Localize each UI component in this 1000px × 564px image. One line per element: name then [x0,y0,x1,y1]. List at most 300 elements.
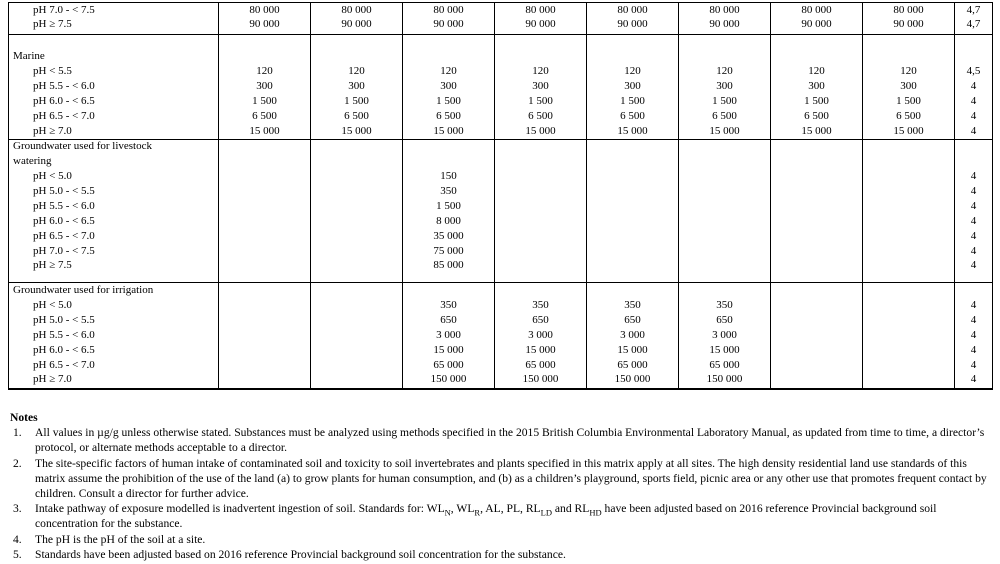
subscript: HD [589,507,602,518]
row-label: pH ≥ 7.0 [33,124,72,137]
value-cell: 650 [587,313,679,328]
value-cell [679,34,771,49]
value-cell [495,49,587,64]
value-cell: 15 000 [403,124,495,139]
value-cell [495,34,587,49]
value-cell [679,199,771,214]
value-cell [679,184,771,199]
value-cell [679,259,771,283]
value-cell [771,244,863,259]
subscript: LD [540,507,552,518]
value-cell [495,199,587,214]
value-cell: 65 000 [495,358,587,373]
note-text [35,532,994,547]
note-text [35,425,994,455]
table-row [9,124,993,139]
row-label: pH 6.5 - < 7.0 [33,358,95,371]
value-cell [311,328,403,343]
value-cell [863,139,955,154]
value-cell: 90 000 [679,18,771,35]
value-cell [403,49,495,64]
value-cell [219,139,311,154]
footnote-cell [955,283,993,298]
note-number: 5. [13,547,22,561]
value-cell: 90 000 [495,18,587,35]
row-label: pH 5.5 - < 6.0 [33,200,95,212]
row-label: pH < 5.5 [33,65,72,77]
value-cell [219,298,311,313]
value-cell [863,343,955,358]
value-cell [771,298,863,313]
footnote-cell: 4 [955,244,993,259]
value-cell: 15 000 [771,124,863,139]
value-cell [219,49,311,64]
value-cell [495,283,587,298]
value-cell [311,283,403,298]
table-row [9,328,993,343]
value-cell: 6 500 [863,109,955,124]
value-cell [219,259,311,283]
value-cell: 15 000 [403,343,495,358]
table-row [9,358,993,373]
value-cell: 1 500 [679,94,771,109]
value-cell [311,313,403,328]
value-cell: 80 000 [311,3,403,18]
value-cell [403,34,495,49]
value-cell [771,313,863,328]
value-cell [587,34,679,49]
value-cell: 75 000 [403,244,495,259]
value-cell [771,259,863,283]
table-row [9,373,993,389]
value-cell: 300 [495,79,587,94]
value-cell [679,214,771,229]
footnote-cell: 4 [955,358,993,373]
row-label: pH 5.0 - < 5.5 [33,313,95,326]
value-cell [587,199,679,214]
table-row [9,343,993,358]
note-segment: All values in µg/g unless otherwise stated. Substances must be analyzed using methods specified in the 2015 British Columbia Environmental Laboratory Manual, as updated from time to time, a director’s protocol, or alternate methods acceptable to a director. [35,426,985,455]
footnote-cell [955,154,993,169]
value-cell: 350 [403,298,495,313]
value-cell [863,229,955,244]
row-label: pH < 5.0 [33,298,72,311]
value-cell [771,49,863,64]
value-cell: 6 500 [495,109,587,124]
row-label [9,34,219,49]
value-cell: 90 000 [771,18,863,35]
value-cell: 1 500 [403,199,495,214]
value-cell: 120 [403,64,495,79]
value-cell: 150 000 [587,373,679,389]
value-cell [219,283,311,298]
value-cell [863,358,955,373]
table-row [9,313,993,328]
value-cell [403,283,495,298]
value-cell [219,214,311,229]
value-cell: 350 [679,298,771,313]
value-cell [863,214,955,229]
value-cell [219,343,311,358]
note-segment: The pH is the pH of the soil at a site. [35,532,206,546]
note-segment: The site-specific factors of human intake of contaminated soil and toxicity to soil invertebrates and plants specified in this matrix apply at all sites. The high density residential land use standards of this matrix assume the prohibition of the use of the land (a) to grow plants for human consumption, and (b) as a children’s playground, sports field, picnic area or any other use that promotes frequent contact by children. Consult a director for further advice. [35,456,987,501]
value-cell [219,199,311,214]
value-cell [863,313,955,328]
value-cell: 1 500 [771,94,863,109]
subscript: N [444,507,451,518]
footnote-cell: 4 [955,214,993,229]
row-label: pH ≥ 7.5 [33,259,72,271]
value-cell: 8 000 [403,214,495,229]
value-cell: 6 500 [403,109,495,124]
value-cell: 15 000 [495,343,587,358]
notes-list [10,425,994,562]
value-cell: 120 [587,64,679,79]
value-cell: 150 000 [403,373,495,389]
value-cell [311,49,403,64]
footnote-cell: 4 [955,313,993,328]
row-label: pH 5.5 - < 6.0 [33,328,95,341]
value-cell [771,328,863,343]
value-cell: 350 [403,184,495,199]
value-cell [495,184,587,199]
value-cell [311,214,403,229]
value-cell: 90 000 [403,18,495,35]
value-cell [219,154,311,169]
row-label: pH 6.0 - < 6.5 [33,343,95,356]
value-cell: 350 [495,298,587,313]
value-cell [219,358,311,373]
value-cell: 150 000 [495,373,587,389]
table-row [9,259,993,283]
row-label: pH 6.0 - < 6.5 [33,215,95,227]
value-cell: 150 000 [679,373,771,389]
footnote-cell [955,139,993,154]
value-cell [495,154,587,169]
value-cell: 3 000 [587,328,679,343]
value-cell: 80 000 [863,3,955,18]
footnote-cell: 4 [955,79,993,94]
note-text [35,501,994,531]
value-cell [311,184,403,199]
section-groundwater-livestock-watering [9,139,993,283]
subscript: R [474,507,481,518]
value-cell [587,139,679,154]
value-cell: 6 500 [587,109,679,124]
value-cell [863,34,955,49]
value-cell: 120 [863,64,955,79]
row-label: Marine [13,50,45,62]
value-cell: 15 000 [587,124,679,139]
note-item [10,532,994,547]
value-cell [219,34,311,49]
value-cell [311,298,403,313]
note-number: 3. [13,502,22,516]
note-item [10,501,994,531]
table-row [9,199,993,214]
table-row [9,244,993,259]
value-cell: 6 500 [219,109,311,124]
value-cell [771,283,863,298]
value-cell [771,34,863,49]
table-row [9,184,993,199]
value-cell [311,34,403,49]
table-row [9,214,993,229]
value-cell: 90 000 [587,18,679,35]
value-cell [771,184,863,199]
value-cell [219,169,311,184]
row-label: watering [13,155,52,167]
value-cell [679,229,771,244]
value-cell: 80 000 [771,3,863,18]
value-cell [311,244,403,259]
value-cell [219,373,311,389]
footnote-cell: 4 [955,343,993,358]
value-cell [863,169,955,184]
footnote-cell: 4 [955,373,993,389]
value-cell [219,184,311,199]
row-label: pH 7.0 - < 7.5 [33,3,95,16]
note-number: 4. [13,532,22,546]
value-cell [311,229,403,244]
value-cell: 3 000 [495,328,587,343]
value-cell: 300 [219,79,311,94]
table-row [9,154,993,169]
value-cell: 120 [495,64,587,79]
footnote-cell: 4 [955,169,993,184]
value-cell [771,358,863,373]
value-cell [495,214,587,229]
value-cell: 80 000 [495,3,587,18]
value-cell [679,283,771,298]
note-segment: Intake pathway of exposure modelled is inadvertent ingestion of soil. Standards for: WL [35,502,445,516]
note-number: 1. [13,426,22,440]
footnote-cell: 4 [955,298,993,313]
value-cell: 35 000 [403,229,495,244]
value-cell [311,259,403,283]
value-cell [863,154,955,169]
table-row [9,18,993,35]
value-cell [219,229,311,244]
value-cell [587,184,679,199]
value-cell [679,169,771,184]
value-cell: 6 500 [679,109,771,124]
footnote-cell: 4,7 [955,18,993,35]
value-cell: 90 000 [863,18,955,35]
table-row [9,64,993,79]
value-cell [771,343,863,358]
footnote-cell: 4 [955,94,993,109]
value-cell [495,259,587,283]
value-cell: 3 000 [679,328,771,343]
value-cell: 120 [679,64,771,79]
value-cell: 650 [495,313,587,328]
value-cell: 350 [587,298,679,313]
value-cell [311,343,403,358]
value-cell: 15 000 [863,124,955,139]
table-row [9,49,993,64]
row-label: Groundwater used for irrigation [13,283,154,296]
value-cell [219,328,311,343]
value-cell [219,244,311,259]
value-cell [679,244,771,259]
section-groundwater-irrigation [9,283,993,389]
value-cell [863,373,955,389]
value-cell: 80 000 [403,3,495,18]
value-cell: 1 500 [863,94,955,109]
value-cell [587,169,679,184]
value-cell [587,154,679,169]
row-label: pH 5.5 - < 6.0 [33,80,95,92]
value-cell: 1 500 [219,94,311,109]
value-cell: 120 [771,64,863,79]
note-item [10,456,994,502]
table-row [9,298,993,313]
footnote-cell [955,49,993,64]
value-cell: 85 000 [403,259,495,283]
value-cell: 1 500 [587,94,679,109]
notes-section [10,410,994,562]
value-cell [771,139,863,154]
value-cell [587,229,679,244]
value-cell [587,283,679,298]
value-cell: 300 [679,79,771,94]
row-label: pH 6.5 - < 7.0 [33,230,95,242]
value-cell: 1 500 [311,94,403,109]
value-cell [771,199,863,214]
note-segment: , AL, PL, RL [480,502,541,516]
value-cell: 6 500 [311,109,403,124]
value-cell: 120 [219,64,311,79]
value-cell [311,373,403,389]
table-row [9,3,993,18]
row-label: pH 7.0 - < 7.5 [33,245,95,257]
value-cell [771,154,863,169]
note-number: 2. [13,456,22,470]
note-text [35,456,994,502]
value-cell: 65 000 [403,358,495,373]
footnote-cell: 4 [955,184,993,199]
value-cell: 15 000 [679,124,771,139]
value-cell: 300 [863,79,955,94]
footnote-cell: 4 [955,259,993,283]
value-cell [311,358,403,373]
value-cell [495,229,587,244]
row-label: pH 6.5 - < 7.0 [33,110,95,122]
value-cell [679,154,771,169]
value-cell [495,169,587,184]
standards-table [8,2,993,390]
value-cell [311,169,403,184]
table-row [9,229,993,244]
value-cell: 65 000 [679,358,771,373]
value-cell: 80 000 [219,3,311,18]
footnote-cell: 4,5 [955,64,993,79]
note-segment: Standards have been adjusted based on 2016 reference Provincial background soil concentration for the substance. [35,547,566,561]
row-label: Groundwater used for livestock [13,140,152,153]
value-cell [587,49,679,64]
value-cell: 150 [403,169,495,184]
table-row [9,34,993,49]
footnote-cell: 4 [955,229,993,244]
note-segment: and RL [552,502,590,516]
table-row [9,169,993,184]
value-cell [771,214,863,229]
row-label: pH < 5.0 [33,170,72,182]
value-cell [679,49,771,64]
row-label: pH ≥ 7.0 [33,372,72,385]
section-marine [9,34,993,139]
table-row [9,139,993,154]
value-cell: 15 000 [587,343,679,358]
value-cell [863,298,955,313]
value-cell [495,244,587,259]
value-cell [311,199,403,214]
footnote-cell: 4 [955,124,993,139]
value-cell: 650 [679,313,771,328]
value-cell: 15 000 [679,343,771,358]
value-cell [771,229,863,244]
value-cell [587,244,679,259]
value-cell: 1 500 [495,94,587,109]
value-cell [311,139,403,154]
value-cell [771,169,863,184]
footnote-cell: 4,7 [955,3,993,18]
value-cell [495,139,587,154]
row-label: pH 6.0 - < 6.5 [33,95,95,107]
footnote-cell: 4 [955,199,993,214]
value-cell: 80 000 [587,3,679,18]
value-cell: 300 [403,79,495,94]
footnote-cell [955,34,993,49]
row-label: pH ≥ 7.5 [33,17,72,30]
value-cell [311,154,403,169]
value-cell: 90 000 [311,18,403,35]
value-cell: 300 [311,79,403,94]
value-cell: 65 000 [587,358,679,373]
note-segment: have been adjusted based on 2016 reference Provincial background soil concentration for the substance. [35,502,937,531]
note-text [35,547,994,562]
value-cell [863,259,955,283]
table-row [9,94,993,109]
table-row [9,283,993,298]
value-cell: 90 000 [219,18,311,35]
value-cell [863,49,955,64]
value-cell: 15 000 [495,124,587,139]
notes-title: Notes [10,411,38,424]
value-cell [863,184,955,199]
value-cell [587,214,679,229]
value-cell: 120 [311,64,403,79]
row-label: pH 5.0 - < 5.5 [33,185,95,197]
footnote-cell: 4 [955,109,993,124]
value-cell: 80 000 [679,3,771,18]
note-item [10,547,994,562]
table-row [9,109,993,124]
value-cell: 15 000 [311,124,403,139]
value-cell [219,313,311,328]
value-cell [863,283,955,298]
value-cell [863,244,955,259]
value-cell: 300 [771,79,863,94]
value-cell [863,328,955,343]
value-cell: 6 500 [771,109,863,124]
table-row [9,79,993,94]
note-segment: , WL [450,502,475,516]
note-item [10,425,994,455]
value-cell [771,373,863,389]
footnote-cell: 4 [955,328,993,343]
